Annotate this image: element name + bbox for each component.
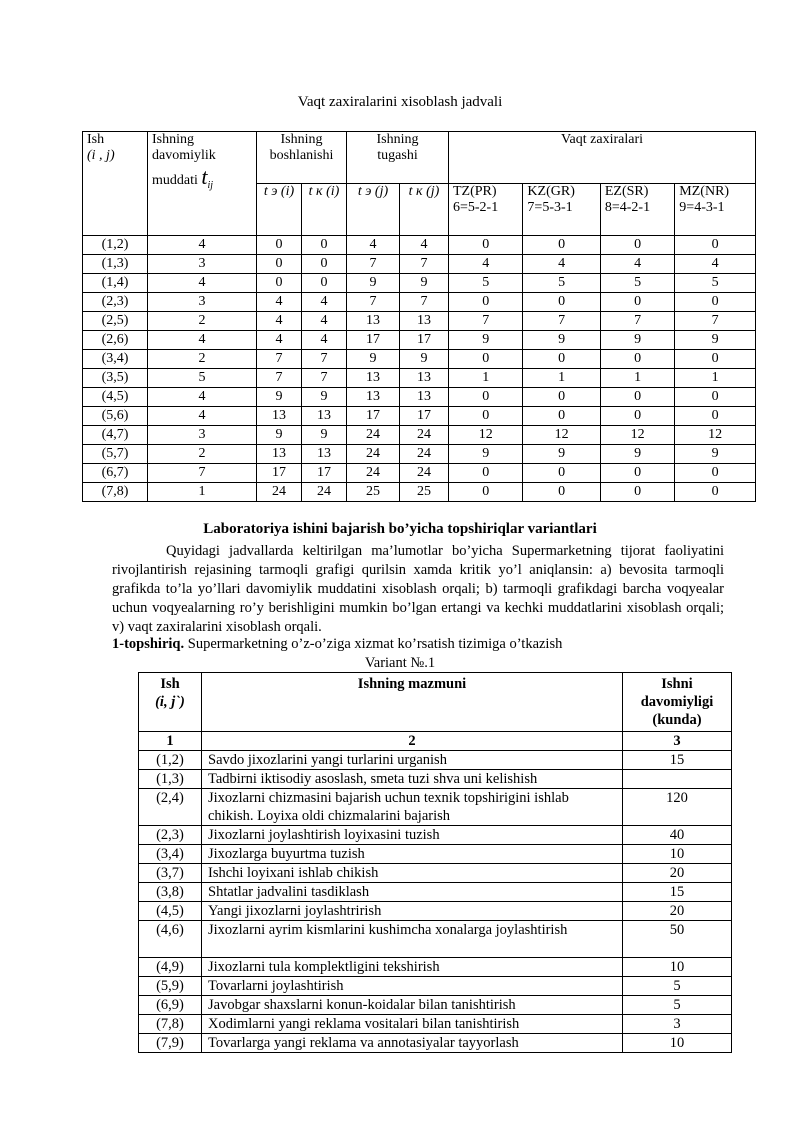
- table-row: [83, 388, 756, 407]
- table-row: [139, 864, 732, 883]
- table-row: [83, 426, 756, 445]
- value-cell: 0: [675, 350, 756, 369]
- value-cell: 2: [148, 312, 257, 331]
- variant-table: [138, 672, 732, 1053]
- content-cell: Jixozlarga buyurtma tuzish: [202, 845, 623, 864]
- job-cell: (4,5): [139, 902, 202, 921]
- content-cell: Jixozlarni chizmasini bajarish uchun texnik topshirigini ishlab chikish. Loyixa oldi chizmalarini bajarish: [202, 789, 623, 826]
- value-cell: 9: [302, 426, 347, 445]
- value-cell: 0: [600, 293, 674, 312]
- value-cell: 0: [302, 236, 347, 255]
- duration-cell: [623, 770, 732, 789]
- content-cell: Tovarlarga yangi reklama va annotasiyalar tayyorlash: [202, 1034, 623, 1053]
- table-row: [139, 958, 732, 977]
- duration-cell: 5: [623, 977, 732, 996]
- value-cell: 3: [148, 293, 257, 312]
- value-cell: 4: [148, 331, 257, 350]
- value-cell: 1: [675, 369, 756, 388]
- value-cell: 2: [148, 350, 257, 369]
- value-cell: 17: [347, 407, 400, 426]
- time-reserves-body: [83, 236, 756, 502]
- value-cell: 5: [600, 274, 674, 293]
- job-cell: (1,4): [83, 274, 148, 293]
- table-row: [139, 770, 732, 789]
- value-cell: 4: [400, 236, 449, 255]
- value-cell: 0: [302, 255, 347, 274]
- value-cell: 4: [600, 255, 674, 274]
- duration-cell: 40: [623, 826, 732, 845]
- table-row: [83, 293, 756, 312]
- job-cell: (7,9): [139, 1034, 202, 1053]
- value-cell: 4: [257, 312, 302, 331]
- value-cell: 13: [257, 407, 302, 426]
- value-cell: 9: [675, 445, 756, 464]
- job-cell: (2,4): [139, 789, 202, 826]
- value-cell: 2: [148, 445, 257, 464]
- value-cell: 4: [347, 236, 400, 255]
- value-cell: 4: [302, 331, 347, 350]
- job-cell: (5,7): [83, 445, 148, 464]
- header-end: Ishning tugashi: [347, 132, 449, 184]
- value-cell: 24: [347, 445, 400, 464]
- time-reserves-table: [82, 131, 756, 502]
- value-cell: 7: [600, 312, 674, 331]
- header-ez: EZ(SR) 8=4-2-1: [600, 184, 674, 236]
- job-cell: (1,3): [139, 770, 202, 789]
- value-cell: 24: [400, 445, 449, 464]
- table-row: [139, 1034, 732, 1053]
- value-cell: 24: [347, 464, 400, 483]
- value-cell: 7: [675, 312, 756, 331]
- value-cell: 13: [257, 445, 302, 464]
- value-cell: 0: [449, 483, 523, 502]
- table-row: [83, 331, 756, 350]
- value-cell: 9: [523, 331, 600, 350]
- value-cell: 13: [347, 369, 400, 388]
- value-cell: 9: [257, 388, 302, 407]
- value-cell: 0: [257, 236, 302, 255]
- value-cell: 5: [148, 369, 257, 388]
- value-cell: 1: [600, 369, 674, 388]
- value-cell: 4: [148, 236, 257, 255]
- value-cell: 3: [148, 255, 257, 274]
- table-title: Vaqt zaxiralarini xisoblash jadvali: [297, 94, 503, 110]
- col-number-1: 1: [139, 732, 202, 751]
- value-cell: 12: [449, 426, 523, 445]
- header-job: Ish (i , j): [83, 132, 148, 236]
- value-cell: 0: [449, 236, 523, 255]
- header-mz: MZ(NR) 9=4-3-1: [675, 184, 756, 236]
- value-cell: 0: [675, 483, 756, 502]
- header-job: Ish (i, j`): [139, 673, 202, 732]
- header-kz: KZ(GR) 7=5-3-1: [523, 184, 600, 236]
- value-cell: 9: [400, 350, 449, 369]
- value-cell: 13: [400, 369, 449, 388]
- job-cell: (5,9): [139, 977, 202, 996]
- header-reserves: Vaqt zaxiralari: [449, 132, 756, 184]
- value-cell: 9: [600, 331, 674, 350]
- value-cell: 12: [675, 426, 756, 445]
- instructions-paragraph: Quyidagi jadvallarda keltirilgan ma’lumotlar bo’yicha Supermarketning tijorat faoliyatini rivojlantirish rejasining tarmoqli grafigi qurilsin xamda kritik yo’l aniqlansin: a) bevosita tarmoqli grafikda to’la yo’llari davomiylik muddatini xisoblash orqali; b) tarmoqli grafikdagi barcha voqyealar uchun voqyealarning ro’y berishligini mumkin bo’lgan ertangi va kechki muddatlarini xisoblash orqali; v) vaqt zaxiralarini xisoblash orqali.: [112, 543, 724, 635]
- job-cell: (3,4): [83, 350, 148, 369]
- content-cell: Javobgar shaxslarni konun-koidalar bilan tanishtirish: [202, 996, 623, 1015]
- value-cell: 0: [600, 464, 674, 483]
- job-cell: (3,8): [139, 883, 202, 902]
- job-cell: (5,6): [83, 407, 148, 426]
- value-cell: 0: [523, 464, 600, 483]
- table-row: [83, 464, 756, 483]
- content-cell: Tadbirni iktisodiy asoslash, smeta tuzi shva uni kelishish: [202, 770, 623, 789]
- table-row: [83, 236, 756, 255]
- job-cell: (3,7): [139, 864, 202, 883]
- value-cell: 0: [449, 388, 523, 407]
- value-cell: 13: [400, 388, 449, 407]
- value-cell: 4: [302, 293, 347, 312]
- value-cell: 1: [148, 483, 257, 502]
- variant-label: Variant №.1: [364, 655, 436, 671]
- value-cell: 7: [449, 312, 523, 331]
- value-cell: 24: [257, 483, 302, 502]
- value-cell: 0: [600, 388, 674, 407]
- value-cell: 9: [449, 445, 523, 464]
- value-cell: 17: [400, 331, 449, 350]
- value-cell: 0: [675, 293, 756, 312]
- value-cell: 5: [523, 274, 600, 293]
- value-cell: 7: [302, 350, 347, 369]
- duration-cell: 10: [623, 845, 732, 864]
- value-cell: 0: [257, 274, 302, 293]
- table-row: [83, 483, 756, 502]
- content-cell: Xodimlarni yangi reklama vositalari bilan tanishtirish: [202, 1015, 623, 1034]
- table-row: [139, 883, 732, 902]
- value-cell: 24: [400, 464, 449, 483]
- value-cell: 5: [675, 274, 756, 293]
- duration-cell: 20: [623, 902, 732, 921]
- table-row: [139, 789, 732, 826]
- table-row: [139, 826, 732, 845]
- value-cell: 0: [675, 407, 756, 426]
- value-cell: 17: [257, 464, 302, 483]
- col-number-2: 2: [202, 732, 623, 751]
- header-te-j: t э (j): [347, 184, 400, 236]
- value-cell: 3: [148, 426, 257, 445]
- duration-cell: 15: [623, 751, 732, 770]
- duration-cell: 10: [623, 958, 732, 977]
- job-cell: (7,8): [139, 1015, 202, 1034]
- value-cell: 25: [347, 483, 400, 502]
- value-cell: 9: [400, 274, 449, 293]
- value-cell: 12: [523, 426, 600, 445]
- value-cell: 24: [400, 426, 449, 445]
- content-cell: Yangi jixozlarni joylashtrirish: [202, 902, 623, 921]
- value-cell: 9: [449, 331, 523, 350]
- job-cell: (4,7): [83, 426, 148, 445]
- value-cell: 7: [257, 369, 302, 388]
- header-duration: Ishning davomiylik muddati $t_{ij}$: [148, 132, 257, 236]
- duration-cell: 15: [623, 883, 732, 902]
- job-cell: (2,6): [83, 331, 148, 350]
- duration-cell: 3: [623, 1015, 732, 1034]
- table-row: [83, 312, 756, 331]
- header-start: Ishning boshlanishi: [257, 132, 347, 184]
- value-cell: 4: [302, 312, 347, 331]
- value-cell: 0: [675, 236, 756, 255]
- content-cell: Jixozlarni ayrim kismlarini kushimcha xonalarga joylashtirish: [202, 921, 623, 958]
- value-cell: 13: [302, 445, 347, 464]
- value-cell: 9: [347, 274, 400, 293]
- table-row: [139, 921, 732, 958]
- value-cell: 4: [148, 274, 257, 293]
- duration-cell: 50: [623, 921, 732, 958]
- table-row: [139, 751, 732, 770]
- job-cell: (6,7): [83, 464, 148, 483]
- job-cell: (2,5): [83, 312, 148, 331]
- header-tk-i: t к (i): [302, 184, 347, 236]
- value-cell: 0: [449, 350, 523, 369]
- value-cell: 7: [347, 293, 400, 312]
- value-cell: 12: [600, 426, 674, 445]
- table-row: [139, 977, 732, 996]
- value-cell: 0: [600, 407, 674, 426]
- value-cell: 9: [523, 445, 600, 464]
- value-cell: 17: [400, 407, 449, 426]
- table-row: [139, 996, 732, 1015]
- value-cell: 17: [347, 331, 400, 350]
- value-cell: 13: [347, 388, 400, 407]
- value-cell: 4: [523, 255, 600, 274]
- value-cell: 7: [257, 350, 302, 369]
- value-cell: 7: [302, 369, 347, 388]
- table-row: [83, 350, 756, 369]
- job-cell: (3,5): [83, 369, 148, 388]
- value-cell: 25: [400, 483, 449, 502]
- duration-cell: 120: [623, 789, 732, 826]
- content-cell: Tovarlarni joylashtirish: [202, 977, 623, 996]
- table-row: [139, 1015, 732, 1034]
- value-cell: 4: [257, 331, 302, 350]
- variant-body: [139, 751, 732, 1053]
- value-cell: 7: [523, 312, 600, 331]
- job-cell: (7,8): [83, 483, 148, 502]
- content-cell: Jixozlarni tula komplektligini tekshirish: [202, 958, 623, 977]
- value-cell: 4: [257, 293, 302, 312]
- value-cell: 9: [347, 350, 400, 369]
- header-te-i: t э (i): [257, 184, 302, 236]
- value-cell: 4: [675, 255, 756, 274]
- value-cell: 0: [449, 293, 523, 312]
- value-cell: 4: [449, 255, 523, 274]
- table-row: [83, 445, 756, 464]
- value-cell: 24: [302, 483, 347, 502]
- value-cell: 0: [675, 388, 756, 407]
- header-duration: Ishni davomiyligi (kunda): [623, 673, 732, 732]
- value-cell: 0: [302, 274, 347, 293]
- value-cell: 0: [523, 483, 600, 502]
- duration-cell: 5: [623, 996, 732, 1015]
- table-row: [83, 255, 756, 274]
- value-cell: 0: [523, 236, 600, 255]
- value-cell: 0: [600, 483, 674, 502]
- table-row: [83, 274, 756, 293]
- content-cell: Savdo jixozlarini yangi turlarini urganish: [202, 751, 623, 770]
- job-cell: (4,5): [83, 388, 148, 407]
- duration-cell: 10: [623, 1034, 732, 1053]
- job-cell: (3,4): [139, 845, 202, 864]
- value-cell: 0: [523, 407, 600, 426]
- content-cell: Shtatlar jadvalini tasdiklash: [202, 883, 623, 902]
- value-cell: 9: [600, 445, 674, 464]
- job-cell: (2,3): [139, 826, 202, 845]
- value-cell: 0: [449, 407, 523, 426]
- table-row: [139, 845, 732, 864]
- job-cell: (6,9): [139, 996, 202, 1015]
- value-cell: 0: [675, 464, 756, 483]
- job-cell: (1,3): [83, 255, 148, 274]
- value-cell: 9: [302, 388, 347, 407]
- value-cell: 0: [523, 293, 600, 312]
- value-cell: 7: [148, 464, 257, 483]
- value-cell: 0: [523, 350, 600, 369]
- duration-cell: 20: [623, 864, 732, 883]
- value-cell: 4: [148, 388, 257, 407]
- header-tz: TZ(PR) 6=5-2-1: [449, 184, 523, 236]
- section-heading: Laboratoriya ishini bajarish bo’yicha topshiriqlar variantlari: [203, 521, 597, 537]
- value-cell: 7: [347, 255, 400, 274]
- value-cell: 0: [600, 236, 674, 255]
- col-number-3: 3: [623, 732, 732, 751]
- job-cell: (1,2): [83, 236, 148, 255]
- job-cell: (4,9): [139, 958, 202, 977]
- value-cell: 0: [600, 350, 674, 369]
- value-cell: 13: [347, 312, 400, 331]
- value-cell: 13: [400, 312, 449, 331]
- content-cell: Ishchi loyixani ishlab chikish: [202, 864, 623, 883]
- value-cell: 7: [400, 255, 449, 274]
- value-cell: 9: [675, 331, 756, 350]
- content-cell: Jixozlarni joylashtirish loyixasini tuzish: [202, 826, 623, 845]
- value-cell: 13: [302, 407, 347, 426]
- header-tk-j: t к (j): [400, 184, 449, 236]
- value-cell: 0: [449, 464, 523, 483]
- value-cell: 9: [257, 426, 302, 445]
- value-cell: 1: [449, 369, 523, 388]
- job-cell: (4,6): [139, 921, 202, 958]
- table-row: [83, 369, 756, 388]
- value-cell: 0: [523, 388, 600, 407]
- task-line: 1-topshiriq. Supermarketning o’z-o’ziga xizmat ko’rsatish tizimiga o’tkazish: [112, 636, 563, 652]
- value-cell: 24: [347, 426, 400, 445]
- value-cell: 4: [148, 407, 257, 426]
- table-row: [139, 902, 732, 921]
- value-cell: 5: [449, 274, 523, 293]
- job-cell: (1,2): [139, 751, 202, 770]
- value-cell: 7: [400, 293, 449, 312]
- table-row: [83, 407, 756, 426]
- value-cell: 0: [257, 255, 302, 274]
- value-cell: 1: [523, 369, 600, 388]
- job-cell: (2,3): [83, 293, 148, 312]
- value-cell: 17: [302, 464, 347, 483]
- header-content: Ishning mazmuni: [202, 673, 623, 732]
